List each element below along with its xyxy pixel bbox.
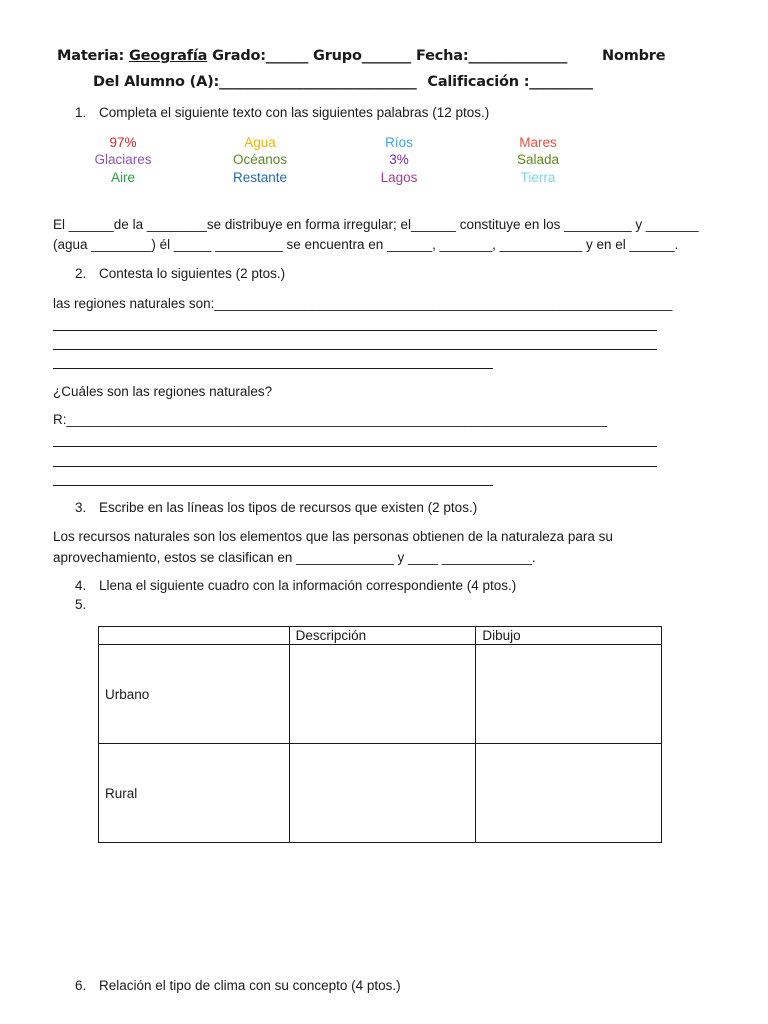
table-row: [99, 744, 662, 843]
resources-line-1: Los recursos naturales son los elementos que las personas obtienen de la naturaleza para su: [53, 529, 613, 544]
question-number: 6.: [75, 978, 87, 993]
question-text: Completa el siguiente texto con las siguientes palabras (12 ptos.): [99, 105, 490, 120]
question-1: [75, 105, 489, 120]
regions-question: ¿Cuáles son las regiones naturales?: [53, 384, 273, 399]
header-line-1: [57, 48, 567, 64]
fill-paragraph-line-2: (agua ________) él _____ _________ se encuentra en ______, _______, ___________ y en el ______.: [53, 237, 679, 252]
word-bank-item: Ríos: [385, 135, 413, 150]
regions-prompt: las regiones naturales son:_____________________________________________________________: [53, 296, 673, 311]
answer-line: [53, 330, 657, 331]
word-bank-item: Agua: [244, 135, 276, 150]
table-row: [99, 645, 662, 744]
word-bank-item: Océanos: [232, 152, 288, 167]
question-number: 1.: [75, 105, 87, 120]
word-bank-item: Tierra: [520, 170, 556, 185]
word-bank-item: Restante: [232, 170, 288, 185]
materia-value: Geografía: [128, 48, 208, 64]
table-row-label: Urbano: [99, 645, 290, 744]
resources-line-2: aprovechamiento, estos se clasifican en _____________ y ____ ____________.: [53, 550, 536, 565]
question-text: Escribe en las líneas los tipos de recursos que existen (2 ptos.): [99, 500, 478, 515]
word-bank-item: Aire: [110, 170, 135, 185]
question-5: [75, 597, 99, 612]
question-number: 3.: [75, 500, 87, 515]
word-bank-item: Salada: [516, 152, 560, 167]
question-2: [75, 266, 285, 281]
answer-line: [53, 368, 493, 369]
table-row-label: Rural: [99, 744, 290, 843]
table-header-row: [99, 627, 662, 645]
question-number: 2.: [75, 266, 87, 281]
question-text: Contesta lo siguientes (2 ptos.): [99, 266, 286, 281]
answer-line: [53, 446, 657, 447]
question-6: [75, 978, 401, 993]
answer-r-line: R:________________________________________________________________________: [53, 412, 608, 427]
fill-paragraph-line-1: El ______de la ________se distribuye en forma irregular; el______ constituye en los _________ y _______: [53, 217, 699, 232]
grado-field: Grado:______: [212, 48, 309, 64]
question-4: [75, 578, 516, 593]
question-number: 5.: [75, 597, 87, 612]
table-cell[interactable]: [476, 744, 662, 843]
table-cell[interactable]: [476, 645, 662, 744]
calificacion-field: Calificación :_________: [427, 74, 593, 90]
table-header-cell: [99, 627, 290, 645]
question-text: Llena el siguiente cuadro con la información correspondiente (4 ptos.): [99, 578, 517, 593]
info-table: [98, 626, 662, 843]
table-cell[interactable]: [289, 645, 476, 744]
word-bank-item: Mares: [519, 135, 557, 150]
word-bank-item: 97%: [109, 135, 137, 150]
table-header-cell: Dibujo: [476, 627, 662, 645]
table-cell[interactable]: [289, 744, 476, 843]
answer-line: [53, 349, 657, 350]
question-text: Relación el tipo de clima con su concepto (4 ptos.): [99, 978, 401, 993]
answer-line: [53, 466, 657, 467]
question-number: 4.: [75, 578, 87, 593]
table-header-cell: Descripción: [289, 627, 476, 645]
grupo-field: Grupo_______: [313, 48, 412, 64]
word-bank-item: Glaciares: [94, 152, 152, 167]
nombre-label: Nombre: [602, 48, 666, 64]
question-3: [75, 500, 477, 515]
header-line-2: [93, 74, 593, 90]
fecha-field: Fecha:______________: [415, 48, 568, 64]
answer-line: [53, 485, 493, 486]
word-bank-item: Lagos: [380, 170, 418, 185]
word-bank-item: 3%: [389, 152, 409, 167]
alumno-field: Del Alumno (A):____________________________: [93, 74, 417, 90]
materia-label: Materia:: [57, 48, 125, 64]
